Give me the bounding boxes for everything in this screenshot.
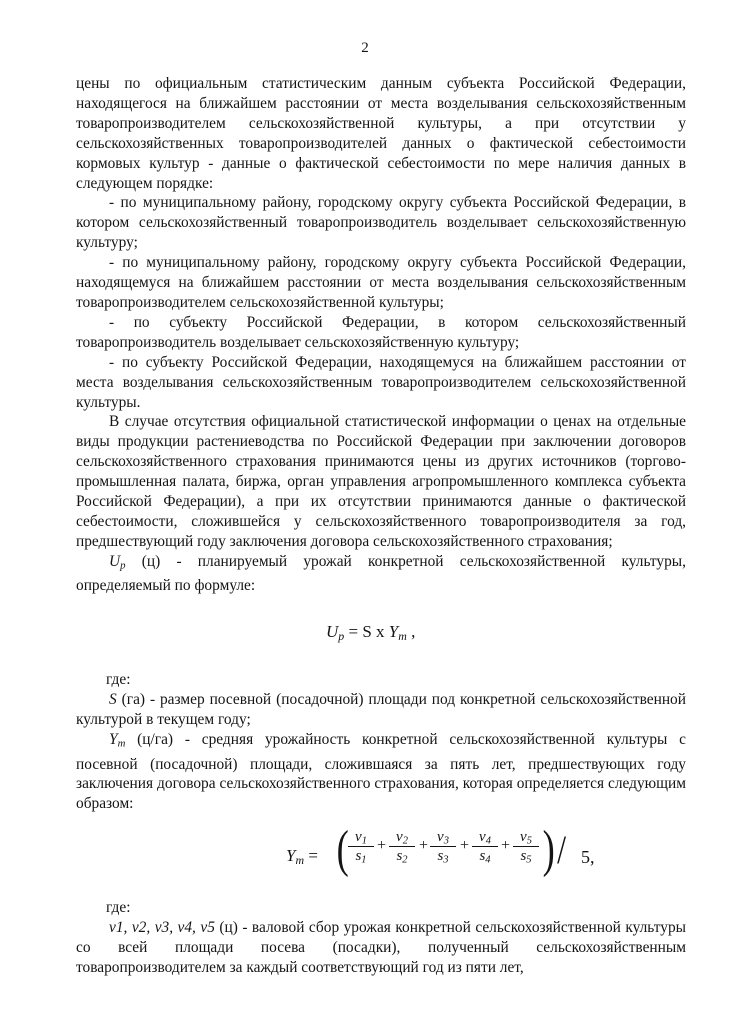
page-number: 2	[361, 40, 369, 56]
division-slash: /	[557, 827, 567, 873]
list-item-municipal-nearest: - по муниципальному району, городскому округу субъекта Российской Федерации, находящемуся на ближайшем расстоянии от места возделывания сельскохозяйственным товаропроизводителем сельскохозяйственной культуры;	[76, 254, 686, 311]
fraction-2: $v_2$ $s_2$	[389, 828, 415, 865]
formula-planned-yield: $U_p = S$ x $Y_m$ ,	[326, 622, 416, 644]
formula-average-yield: $Y_m$ = ( $v_1$ $s_1$ + $v_2$ $s_2$ + $v_3$ $s_3$ + $v_4$ $s_4$ + $v_5$ $s_5$ ) / 5,	[286, 821, 595, 879]
list-item-subject-own: - по субъекту Российской Федерации, в котором сельскохозяйственный товаропроизводитель возделывает сельскохозяйственную культуру;	[76, 313, 686, 351]
paragraph-prices: цены по официальным статистическим данным субъекта Российской Федерации, находящегося на ближайшем расстоянии от места возделывания сельскохозяйственным товаропроизводителем сельскохозяйственной культуры, а при отсутствии у сельскохозяйственных товаропроизводителей данных о фактической себестоимости кормовых культур - данные о фактической себестоимости по мере наличия данных в следующем порядке:	[76, 75, 686, 192]
symbol-up: $U_p$	[109, 552, 126, 572]
list-item-subject-nearest: - по субъекту Российской Федерации, находящемуся на ближайшем расстоянии от места возделывания сельскохозяйственным товаропроизводителем сельскохозяйственной культуры.	[76, 353, 686, 411]
definition-v: v1, v2, v3, v4, v5 (ц) - валовой сбор урожая конкретной сельскохозяйственной культуры со всей площади посева (посадки), полученный сельскохозяйственным товаропроизводителем за каждый соответствующий год из пяти лет,	[76, 919, 686, 976]
fraction-3: $v_3$ $s_3$	[430, 828, 456, 865]
symbol-v: v1, v2, v3, v4, v5	[109, 919, 215, 937]
definition-s: S (га) - размер посевной (посадочной) площади под конкретной сельскохозяйственной культурой в текущем году;	[76, 691, 686, 729]
definition-ym: $Y_m$ (ц/га) - средняя урожайность конкретной сельскохозяйственной культуры с посевной (посадочной) площади, сложившаяся за пять лет, предшествующих году заключения договора сельскохозяйственного страхования, которая определяется следующим образом:	[76, 730, 686, 813]
fraction-5: $v_5$ $s_5$	[513, 828, 539, 865]
right-paren: )	[542, 821, 555, 879]
where-label: где:	[106, 671, 131, 689]
paragraph-no-statistics: В случае отсутствия официальной статистической информации о ценах на отдельные виды продукции растениеводства по Российской Федерации при заключении договоров сельскохозяйственного страхования принимаются цены из других источников (торгово-промышленная палата, биржа, орган управления агропромышленного комплекса субъекта Российской Федерации), а при их отсутствии принимаются данные о фактической себестоимости, сложившейся у сельскохозяйственного товаропроизводителя за год, предшествующий году заключения договора сельскохозяйственного страхования;	[76, 413, 686, 550]
left-paren: (	[336, 821, 349, 879]
list-item-municipal-own: - по муниципальному району, городскому округу субъекта Российской Федерации, в котором сельскохозяйственный товаропроизводитель возделывает сельскохозяйственную культуру;	[76, 194, 686, 252]
fraction-4: $v_4$ $s_4$	[472, 828, 498, 865]
document-body	[76, 74, 686, 978]
symbol-s: S	[109, 691, 117, 709]
fraction-1: $v_1$ $s_1$	[348, 828, 374, 865]
where-label-2: где:	[106, 899, 131, 917]
definition-up: $U_p$ (ц) - планируемый урожай конкретной сельскохозяйственной культуры, определяемый по формуле:	[76, 552, 686, 595]
symbol-ym: $Y_m$	[109, 730, 126, 750]
